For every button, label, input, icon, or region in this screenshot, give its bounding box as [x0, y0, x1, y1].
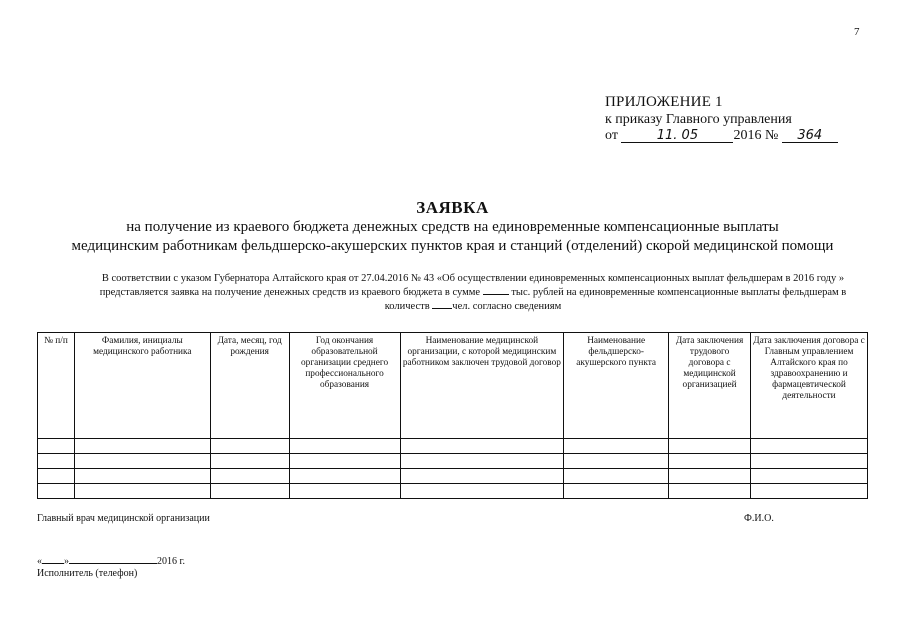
header-paramedic-station: Наименование фельдшерско-акушерского пункта	[564, 333, 669, 439]
executor-label: Исполнитель (телефон)	[37, 568, 138, 579]
table-cell[interactable]	[289, 469, 400, 484]
date-quote-open: «	[37, 556, 42, 567]
table-row	[38, 484, 868, 499]
month-blank	[69, 563, 157, 564]
paragraph-part-1: В соответствии с указом Губернатора Алтайского края от 27.04.2016 № 43 «Об осуществлении единовременных компенсационных выплат фельдшерам в 2016 году » представляется заявка на получение денежных средств из краевого бюджета в сумме	[99, 273, 845, 298]
intro-paragraph	[88, 272, 858, 314]
table-cell[interactable]	[38, 484, 75, 499]
table-cell[interactable]	[400, 469, 564, 484]
table-row	[38, 469, 868, 484]
table-cell[interactable]	[74, 439, 210, 454]
subtitle-line-1: на получение из краевого бюджета денежных средств на единовременные компенсационные выплаты	[126, 219, 779, 235]
table-cell[interactable]	[74, 469, 210, 484]
table-cell[interactable]	[669, 469, 751, 484]
table-cell[interactable]	[564, 454, 669, 469]
count-blank	[432, 308, 452, 309]
table-cell[interactable]	[74, 484, 210, 499]
table-cell[interactable]	[564, 484, 669, 499]
table-cell[interactable]	[751, 484, 868, 499]
page-number: 7	[854, 26, 860, 38]
fio-label: Ф.И.О.	[744, 513, 774, 524]
header-number: № п/п	[38, 333, 75, 439]
table-cell[interactable]	[400, 439, 564, 454]
document-subtitle	[0, 218, 905, 256]
table-cell[interactable]	[38, 439, 75, 454]
paragraph-part-3: чел. согласно сведениям	[452, 301, 562, 312]
paragraph-part-2: тыс. рублей на единовременные компенсационные выплаты фельдшерам в количеств	[384, 287, 847, 312]
table-header-row	[38, 333, 868, 439]
order-date-line	[605, 128, 838, 144]
signature-date-line	[37, 556, 185, 567]
header-medical-organization: Наименование медицинской организации, с которой медицинским работником заключен трудовой договор	[400, 333, 564, 439]
header-agreement-date: Дата заключения договора с Главным управлением Алтайского края по здравоохранению и фармацевтической деятельности	[751, 333, 868, 439]
table-cell[interactable]	[210, 469, 289, 484]
appendix-title: ПРИЛОЖЕНИЕ 1	[605, 94, 723, 110]
table-cell[interactable]	[400, 484, 564, 499]
header-birth-date: Дата, месяц, год рождения	[210, 333, 289, 439]
table-row	[38, 454, 868, 469]
from-label: от	[605, 128, 618, 143]
date-year-suffix: 2016 г.	[157, 556, 185, 567]
order-year-label: 2016 №	[733, 128, 779, 143]
amount-blank	[483, 294, 509, 295]
order-number-handwritten: 364	[782, 129, 838, 143]
table-cell[interactable]	[38, 454, 75, 469]
chief-doctor-label: Главный врач медицинской организации	[37, 513, 210, 524]
document-title: ЗАЯВКА	[416, 198, 489, 217]
order-reference: к приказу Главного управления	[605, 112, 792, 127]
table-row	[38, 439, 868, 454]
table-cell[interactable]	[38, 469, 75, 484]
date-quote-close: »	[64, 556, 69, 567]
applicants-table	[37, 332, 868, 499]
day-blank	[42, 563, 64, 564]
header-employment-contract-date: Дата заключения трудового договора с медицинской организацией	[669, 333, 751, 439]
header-name: Фамилия, инициалы медицинского работника	[74, 333, 210, 439]
table-cell[interactable]	[751, 439, 868, 454]
table-cell[interactable]	[210, 484, 289, 499]
table-cell[interactable]	[751, 469, 868, 484]
table-cell[interactable]	[210, 454, 289, 469]
table-cell[interactable]	[564, 469, 669, 484]
table-cell[interactable]	[669, 484, 751, 499]
table-cell[interactable]	[564, 439, 669, 454]
table-cell[interactable]	[74, 454, 210, 469]
header-graduation-year: Год окончания образовательной организации среднего профессионального образования	[289, 333, 400, 439]
table-cell[interactable]	[289, 439, 400, 454]
table-cell[interactable]	[289, 454, 400, 469]
table-cell[interactable]	[669, 454, 751, 469]
order-date-handwritten: 11. 05	[621, 129, 733, 143]
table-cell[interactable]	[751, 454, 868, 469]
subtitle-line-2: медицинским работникам фельдшерско-акушерских пунктов края и станций (отделений) скорой медицинской помощи	[71, 238, 834, 254]
table-cell[interactable]	[210, 439, 289, 454]
table-cell[interactable]	[669, 439, 751, 454]
table-cell[interactable]	[289, 484, 400, 499]
table-cell[interactable]	[400, 454, 564, 469]
